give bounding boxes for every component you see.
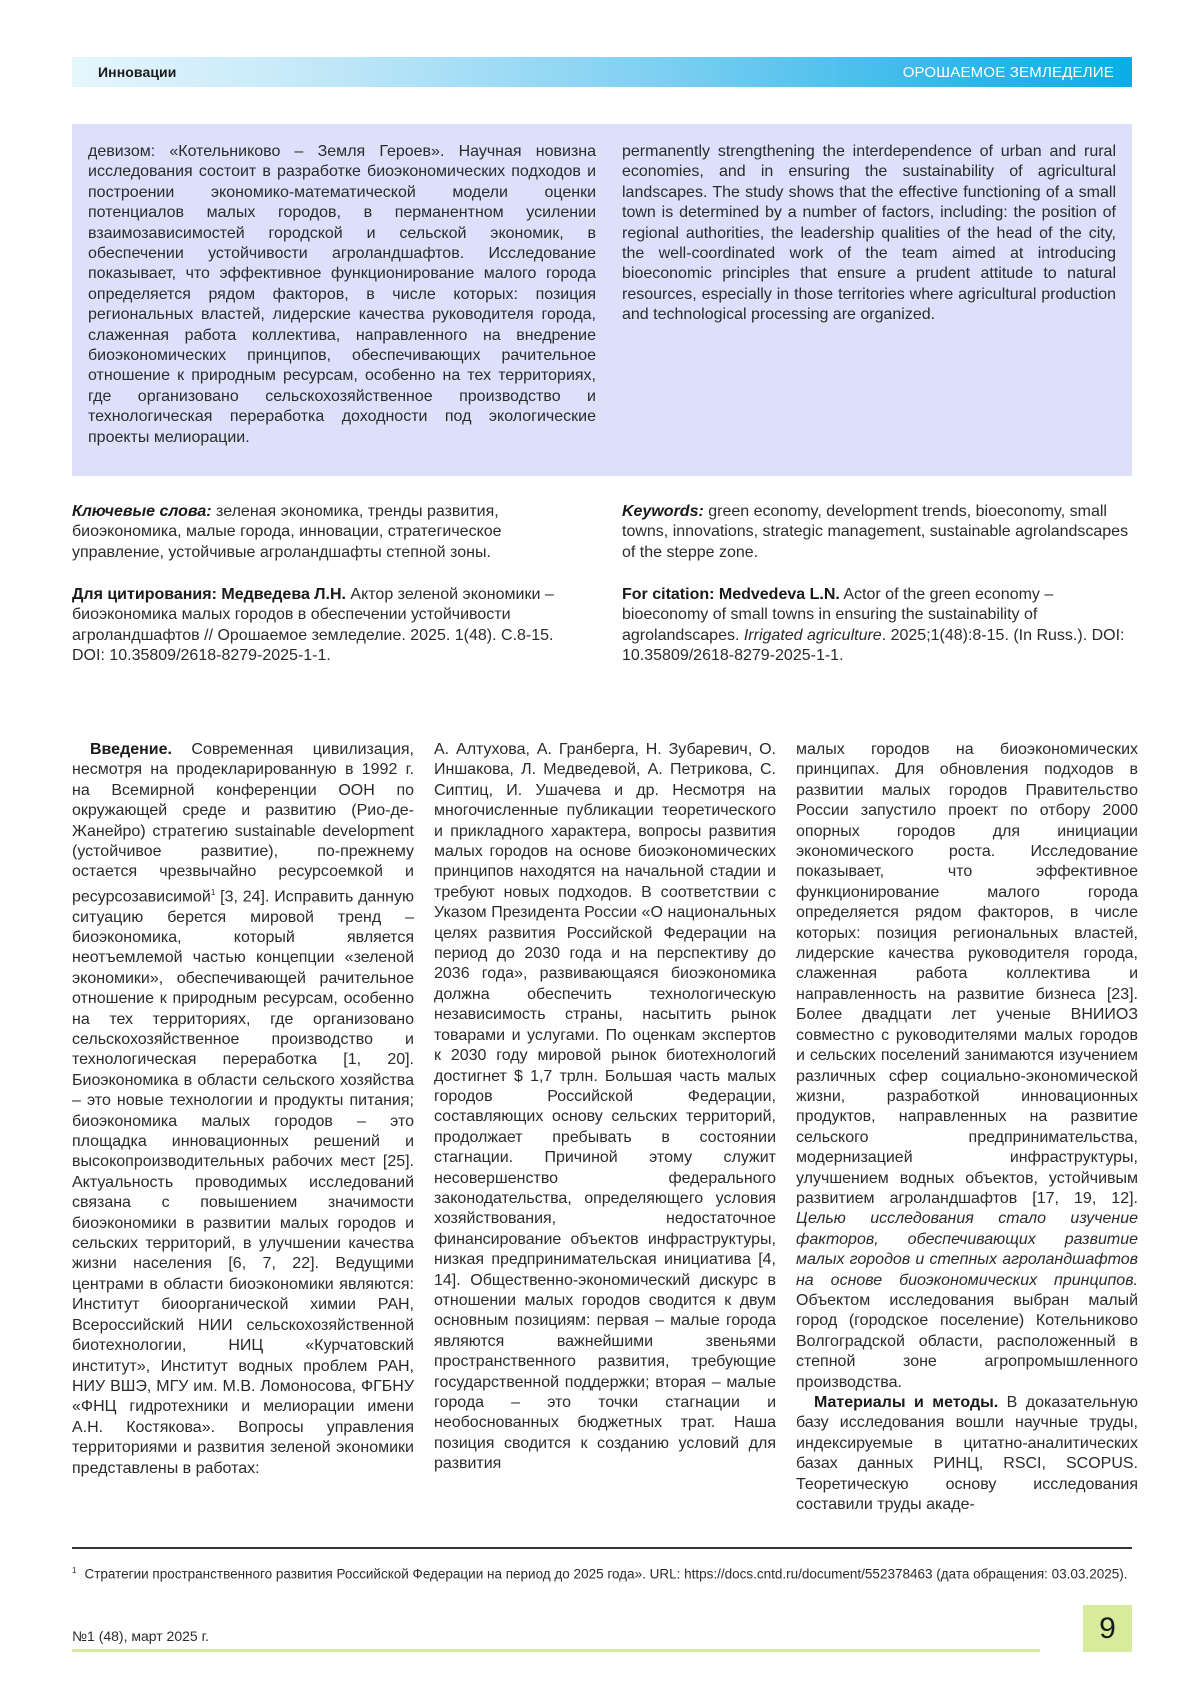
keywords-label-en: Keywords: [622, 503, 704, 520]
citation-russian [72, 585, 572, 667]
research-goal: Целью исследования стало изучение факторов, обеспечивающих развитие малых городов и степных агроландшафтов на основе биоэкономических принципов. [796, 1210, 1138, 1289]
journal-name: ОРОШАЕМОЕ ЗЕМЛЕДЕЛИЕ [902, 63, 1114, 81]
footnote [72, 1562, 1132, 1583]
citation-label-en: For citation: Medvedeva L.N. [622, 586, 840, 603]
keywords-russian [72, 502, 572, 563]
keywords-text-ru: зеленая экономика, тренды развития, биоэкономика, малые города, инновации, стратегическое управление, устойчивые агроландшафты степной зоны. [72, 503, 502, 561]
keywords-text-en: green economy, development trends, bioeconomy, small towns, innovations, strategic management, sustainable agrolandscapes of the steppe zone. [622, 503, 1129, 561]
methods-paragraph: Материалы и методы. В доказательную базу исследования вошли научные труды, индексируемые в цитатно-аналитических базах данных РИНЦ, RSCI, SCOPUS. Теоретическую основу исследования составили труды акаде- [796, 1394, 1138, 1514]
introduction-paragraph: Введение. Современная цивилизация, несмотря на продекларированную в 1992 г. на Всемирной конференции ООН по окружающей среде и развитию (Рио-де-Жанейро) стратегию sustainable development (устойчивое развитие), по-прежнему остается чрезвычайно ресурсоемкой и ресурсозависимой$^1$ [3, 24]. Исправить данную ситуацию берется мировой тренд – биоэкономика, который является неотъемлемой частью концепции «зеленой экономики», обеспечивающей рачительное отношение к природным ресурсам, особенно на тех территориях, где организовано сельскохозяйственное производство и технологическая переработка [1, 20]. Биоэкономика в области сельского хозяйства – это новые технологии и продукты питания; биоэкономика малых городов – это площадка инновационных решений и высокопроизводительных рабочих мест [25]. Актуальность проводимых исследований связана с повышением значимости биоэкономики в развитии малых городов и сельских территорий, в улучшении качества жизни населения [6, 7, 22]. Ведущими центрами в области биоэкономики являются: Институт биоорганической химии РАН, Всероссийский НИИ сельскохозяйственной биотехнологии, НИЦ «Курчатовский институт», Институт водных проблем РАН, НИУ ВШЭ, МГУ им. М.В. Ломоносова, ФГБНУ «ФНЦ гидротехники и мелиорации имени А.Н. Костякова». Вопросы управления территориями и развития зеленой экономики представлены в работах: [72, 741, 414, 1477]
body-paragraph: малых городов на биоэкономических принципах. Для обновления подходов в развитии малых городов Правительство России запустило проект по отбору 2000 опорных городов для инициации экономического роста. Исследование показывает, что эффективное функционирование малого города определяется рядом факторов, в числе которых: позиция региональных властей, лидерские качества руководителя города, слаженная работа коллектива и направленность на развитие бизнеса [23]. Более двадцати лет ученые ВНИИОЗ совместно с руководителями малых городов и сельских поселений занимаются изучением различных сфер социально-экономической жизни, разработкой инновационных продуктов, направленных на развитие сельского предпринимательства, модернизацией инфраструктуры, улучшением водных объектов, устойчивым развитием агроландшафтов [17, 19, 12]. Целью исследования стало изучение факторов, обеспечивающих развитие малых городов и степных агроландшафтов на основе биоэкономических принципов. Объектом исследования выбран малый город (городское поселение) Котельниково Волгоградской области, расположенный в степной зоне агропромышленного производства. [796, 741, 1138, 1391]
footer-divider [72, 1649, 1040, 1652]
citation-journal-en: Irrigated agriculture [743, 626, 882, 644]
running-header [72, 57, 1132, 87]
citation-text-en-b: . 2025;1(48):8-15. (In Russ.). DOI: 10.35809/2618-8279-2025-1-1. [622, 626, 1125, 665]
body-column-3 [796, 740, 1138, 1515]
methods-heading: Материалы и методы. [814, 1394, 999, 1411]
citation-text-ru: Актор зеленой экономики – биоэкономика малых городов в обеспечении устойчивости агроландшафтов // Орошаемое земледелие. 2025. 1(48). С.8-15. DOI: 10.35809/2618-8279-2025-1-1. [72, 586, 554, 665]
issue-info: №1 (48), март 2025 г. [72, 1628, 209, 1644]
section-name: Инновации [98, 64, 177, 80]
introduction-heading: Введение. [90, 741, 172, 758]
body-column-2 [434, 740, 776, 1475]
keywords-label-ru: Ключевые слова: [72, 503, 212, 520]
abstract-russian: девизом: «Котельниково – Земля Героев». Научная новизна исследования состоит в разработке биоэкономических подходов и построении экономико-математической модели оценки потенциалов малых городов, в перманентном усилении взаимозависимостей городской и сельской экономик, в обеспечении устойчивости агроландшафтов. Исследование показывает, что эффективное функционирование малого города определяется рядом факторов, в числе которых: позиция региональных властей, лидерские качества руководителя города, слаженная работа коллектива, направленного на внедрение биоэкономических принципов, обеспечивающих рачительное отношение к природным ресурсам, особенно на тех территориях, где организовано сельскохозяйственное производство и технологическая переработка доходности под экологические проекты мелиорации. [88, 143, 596, 446]
footnote-number: 1 [72, 1566, 77, 1575]
page-number: 9 [1083, 1605, 1132, 1652]
abstract-english: permanently strengthening the interdependence of urban and rural economies, and in ensuring the sustainability of agricultural landscapes. The study shows that the effective functioning of a small town is determined by a number of factors, including: the position of regional authorities, the leadership qualities of the head of the city, the well-coordinated work of the team aimed at introducing bioeconomic principles that ensure a prudent attitude to natural resources, especially in those territories where agricultural production and technological processing are organized. [622, 143, 1116, 324]
citation-english [622, 585, 1132, 667]
keywords-english [622, 502, 1132, 563]
citation-label-ru: Для цитирования: Медведева Л.Н. [72, 586, 346, 603]
citation-text-en-a: Actor of the green economy – bioeconomy of small towns in ensuring the sustainability of agrolandscapes. [622, 586, 1054, 644]
footnote-text: Стратегии пространственного развития Российской Федерации на период до 2025 года». URL: https://docs.cntd.ru/document/552378463 (дата обращения: 03.03.2025). [84, 1566, 1128, 1582]
body-column-1 [72, 740, 414, 1479]
body-paragraph: А. Алтухова, А. Гранберга, Н. Зубаревич, О. Иншакова, Л. Медведевой, А. Петрикова, С. Сиптиц, И. Ушачева и др. Несмотря на многочисленные публикации теоретического и прикладного характера, вопросы развития малых городов на основе биоэкономических принципов находятся на начальной стадии и требуют новых подходов. В соответствии с Указом Президента России «О национальных целях развития Российской Федерации на период до 2030 года и на перспективу до 2036 года», развивающаяся биоэкономика должна обеспечить технологическую независимость страны, насытить рынок товарами и услугами. По оценкам экспертов к 2030 году мировой рынок биотехнологий достигнет $ 1,7 трлн. Большая часть малых городов Российской Федерации, составляющих основу сельских территорий, продолжает пребывать в состоянии стагнации. Причиной этому служит несовершенство федерального законодательства, определяющего условия хозяйствования, недостаточное финансирование объектов инфраструктуры, низкая предпринимательская инициатива [4, 14]. Общественно-экономический дискурс в отношении малых городов сводится к двум основным позициям: первая – малые города являются важнейшими звеньями пространственного развития, требующие государственной поддержки; вторая – малые города – это точки стагнации и необоснованных бюджетных трат. Наша позиция сводится к созданию условий для развития [434, 741, 776, 1473]
footnote-reference: 1 [210, 887, 216, 897]
footnote-divider [72, 1547, 1132, 1549]
abstract-box [72, 124, 1132, 476]
